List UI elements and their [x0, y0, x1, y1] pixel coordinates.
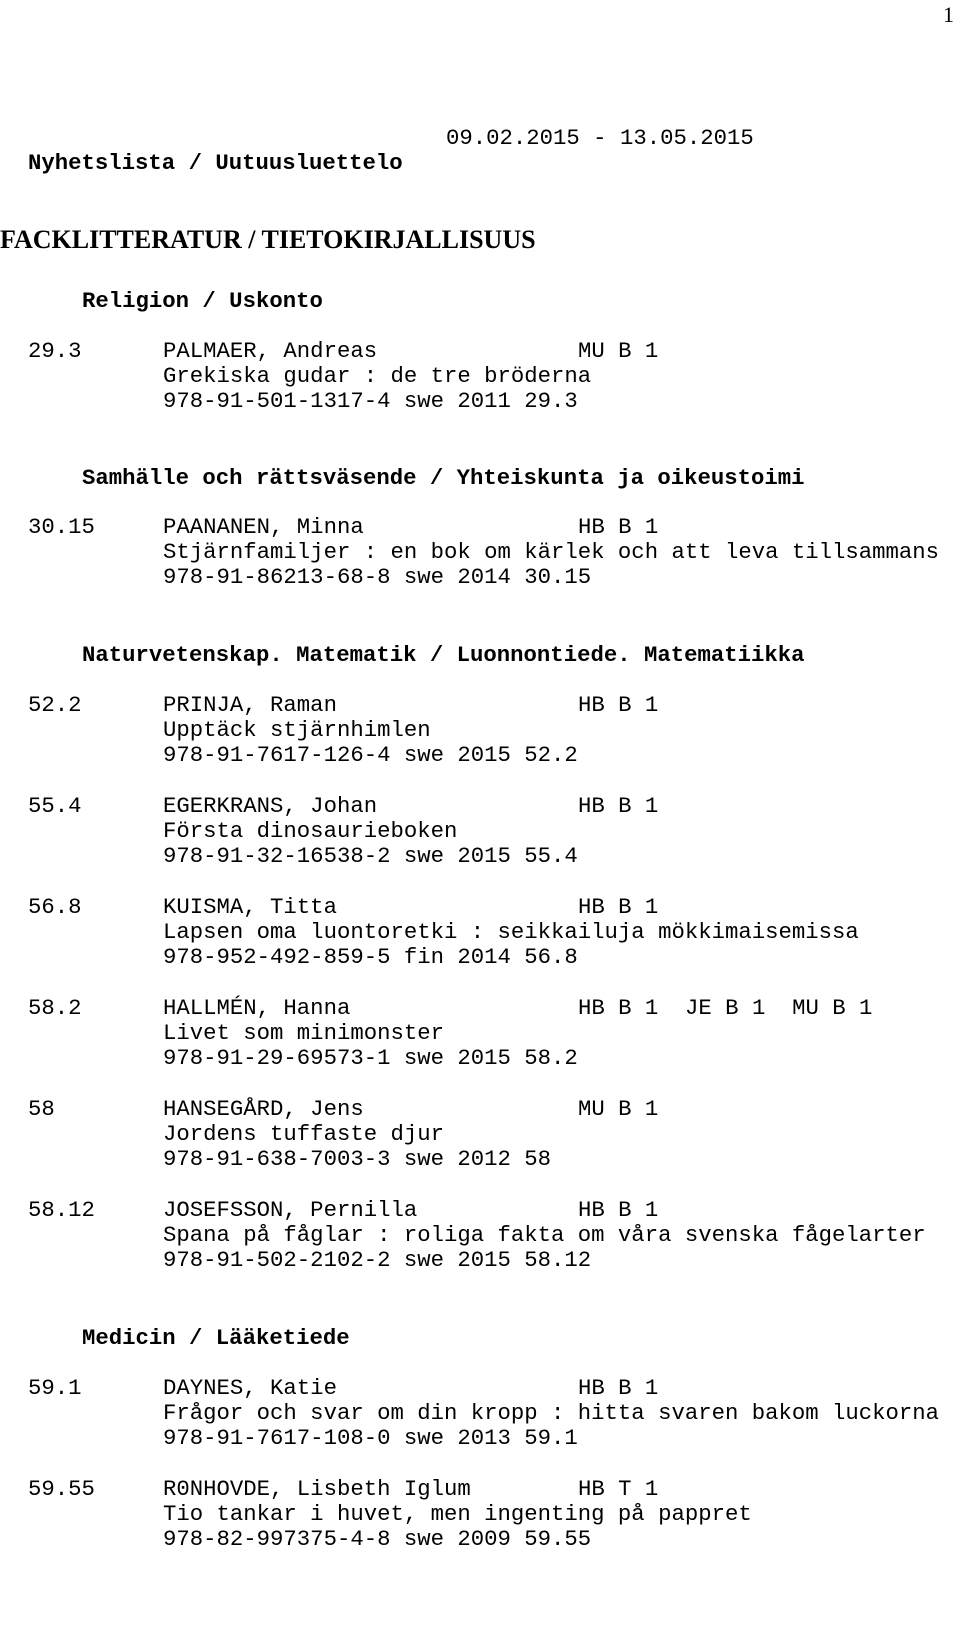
author: R0NHOVDE, Lisbeth Iglum [163, 1476, 471, 1502]
author: KUISMA, Titta [163, 894, 337, 920]
author: DAYNES, Katie [163, 1375, 337, 1401]
isbn-line: 978-91-7617-108-0 swe 2013 59.1 [163, 1425, 578, 1451]
section-heading: Religion / Uskonto [82, 288, 323, 314]
author: PRINJA, Raman [163, 692, 337, 718]
book-title: Jordens tuffaste djur [163, 1121, 444, 1147]
author: PAANANEN, Minna [163, 514, 364, 540]
isbn-line: 978-91-501-1317-4 swe 2011 29.3 [163, 388, 578, 414]
class-number: 58.2 [28, 995, 82, 1021]
section-heading: Medicin / Lääketiede [82, 1325, 350, 1351]
book-title: Lapsen oma luontoretki : seikkailuja mökkimaisemissa [163, 919, 859, 945]
isbn-line: 978-91-502-2102-2 swe 2015 58.12 [163, 1247, 592, 1273]
locations: MU B 1 [578, 1096, 659, 1122]
section-heading: Naturvetenskap. Matematik / Luonnontiede. Matematiikka [82, 642, 805, 668]
class-number: 59.1 [28, 1375, 82, 1401]
isbn-line: 978-91-32-16538-2 swe 2015 55.4 [163, 843, 578, 869]
date-range: 09.02.2015 - 13.05.2015 [446, 125, 754, 151]
book-title: Tio tankar i huvet, men ingenting på pappret [163, 1501, 752, 1527]
isbn-line: 978-91-638-7003-3 swe 2012 58 [163, 1146, 552, 1172]
class-number: 58.12 [28, 1197, 95, 1223]
isbn-line: 978-91-29-69573-1 swe 2015 58.2 [163, 1045, 578, 1071]
locations: HB T 1 [578, 1476, 659, 1502]
book-title: Grekiska gudar : de tre bröderna [163, 363, 592, 389]
locations: HB B 1 [578, 894, 659, 920]
class-number: 55.4 [28, 793, 82, 819]
locations: HB B 1 [578, 1375, 659, 1401]
author: PALMAER, Andreas [163, 338, 378, 364]
class-number: 59.55 [28, 1476, 95, 1502]
isbn-line: 978-82-997375-4-8 swe 2009 59.55 [163, 1526, 592, 1552]
main-title: FACKLITTERATUR / TIETOKIRJALLISUUS [0, 225, 536, 254]
class-number: 56.8 [28, 894, 82, 920]
author: JOSEFSSON, Pernilla [163, 1197, 418, 1223]
book-title: Upptäck stjärnhimlen [163, 717, 431, 743]
class-number: 52.2 [28, 692, 82, 718]
book-title: Första dinosaurieboken [163, 818, 458, 844]
book-title: Spana på fåglar : roliga fakta om våra svenska fågelarter [163, 1222, 926, 1248]
page-number: 1 [943, 2, 954, 27]
author: EGERKRANS, Johan [163, 793, 378, 819]
section-heading: Samhälle och rättsväsende / Yhteiskunta ja oikeustoimi [82, 465, 805, 491]
class-number: 29.3 [28, 338, 82, 364]
list-title: Nyhetslista / Uutuusluettelo [28, 150, 403, 176]
locations: HB B 1 [578, 692, 659, 718]
locations: HB B 1 JE B 1 MU B 1 [578, 995, 873, 1021]
author: HALLMÉN, Hanna [163, 995, 351, 1021]
isbn-line: 978-91-7617-126-4 swe 2015 52.2 [163, 742, 578, 768]
author: HANSEGÅRD, Jens [163, 1096, 364, 1122]
locations: MU B 1 [578, 338, 659, 364]
book-title: Livet som minimonster [163, 1020, 444, 1046]
locations: HB B 1 [578, 793, 659, 819]
class-number: 58 [28, 1096, 55, 1122]
isbn-line: 978-91-86213-68-8 swe 2014 30.15 [163, 564, 592, 590]
book-title: Stjärnfamiljer : en bok om kärlek och att leva tillsammans [163, 539, 940, 565]
isbn-line: 978-952-492-859-5 fin 2014 56.8 [163, 944, 578, 970]
locations: HB B 1 [578, 1197, 659, 1223]
class-number: 30.15 [28, 514, 95, 540]
locations: HB B 1 [578, 514, 659, 540]
book-title: Frågor och svar om din kropp : hitta svaren bakom luckorna [163, 1400, 940, 1426]
list-item [0, 1476, 960, 1632]
